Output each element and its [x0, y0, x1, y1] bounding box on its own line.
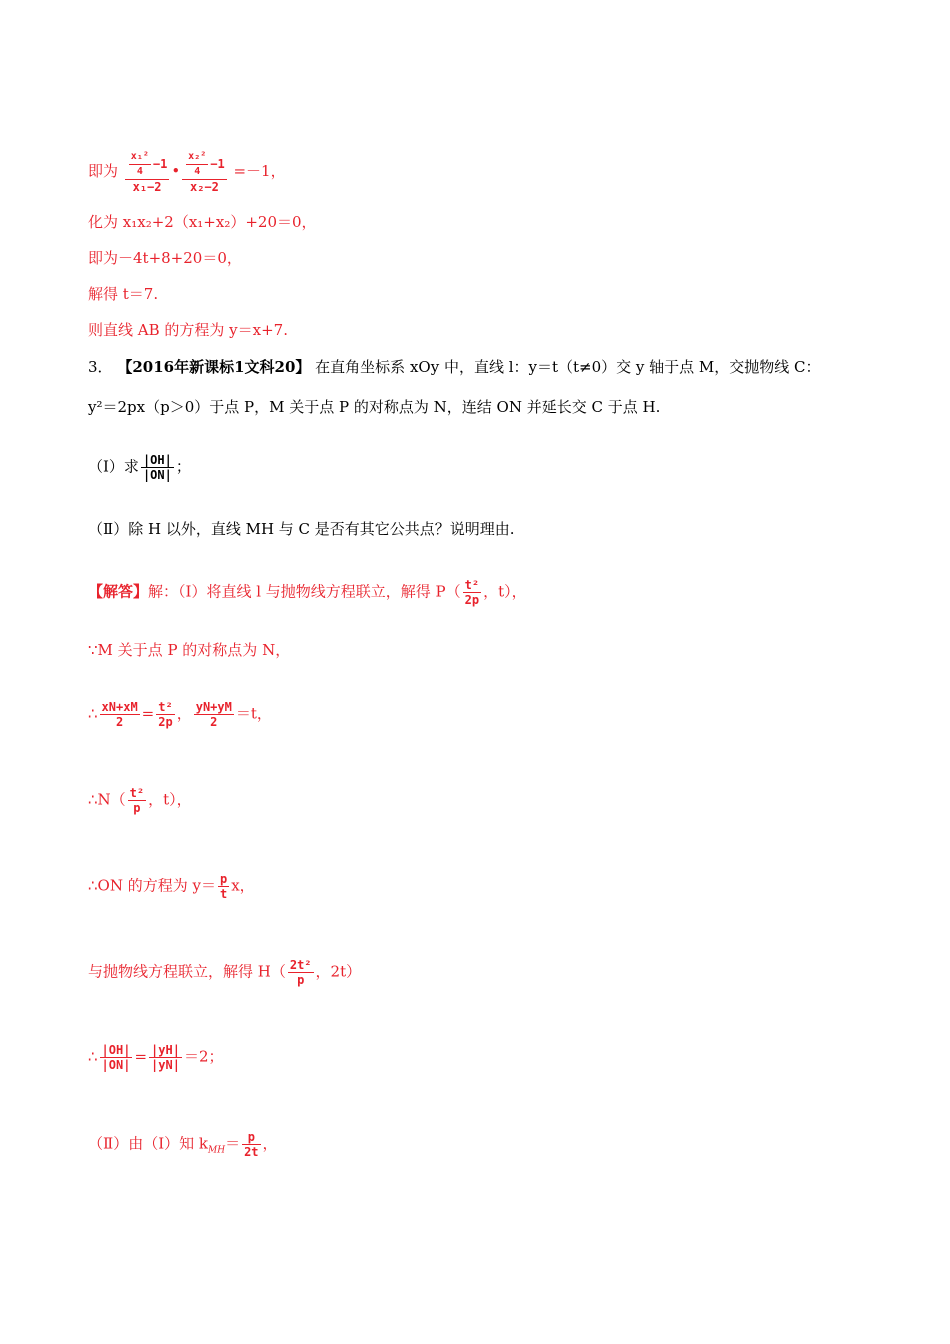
- text: ∴ON 的方程为 y＝: [88, 876, 216, 895]
- solution-line-5: 则直线 AB 的方程为 y＝x+7.: [88, 321, 288, 339]
- problem-part-2: （Ⅱ）除 H 以外，直线 MH 与 C 是否有其它公共点？说明理由.: [88, 520, 515, 538]
- fraction-1: $\frac{\text{x₁²}}{4}$ −1 x₁−2: [125, 150, 170, 194]
- solution-tag: 【解答】: [88, 582, 149, 601]
- solution-step-3: [88, 700, 272, 729]
- text: =: [141, 704, 155, 723]
- fraction: $\frac{\text{2t²}}{p}$: [289, 958, 312, 987]
- solution-line-3: 即为－4t+8+20＝0，: [88, 249, 242, 267]
- text: =－1，: [233, 162, 286, 180]
- text: ，: [262, 1134, 278, 1153]
- fraction: $\frac{\text{t²}}{2p}$: [158, 700, 173, 729]
- solution-step-2: ∵M 关于点 P 的对称点为 N，: [88, 641, 291, 659]
- fraction: $\frac{|OH|}{|ON|}$: [101, 1043, 131, 1072]
- solution-step-7: [88, 1043, 223, 1072]
- text: =: [134, 1047, 148, 1066]
- text: ＝t，: [235, 704, 272, 723]
- fraction: $\frac{yN+yM}{2}$: [195, 700, 232, 729]
- text: ，2t）: [315, 962, 362, 981]
- fraction: $\frac{\text{t²}}{2p}$: [464, 578, 480, 607]
- text: （Ⅰ）求: [88, 457, 139, 476]
- equation-line-1: 即为 $\frac{\text{x₁²}}{4}$ −1 x₁−2 • $\frac{\text{x₂²}}{4}$ −1 x₂−2 =－1，: [88, 151, 286, 194]
- text: ＝2；: [183, 1047, 224, 1066]
- solution-step-8: [88, 1130, 278, 1161]
- fraction: $\frac{p}{t}$: [219, 872, 228, 901]
- fraction: $\frac{|yH|}{|yN|}$: [151, 1043, 180, 1072]
- solution-step-4: [88, 786, 192, 815]
- problem-line-2: y²＝2px（p＞0）于点 P，M 关于点 P 的对称点为 N，连结 ON 并延长交 C 于点 H.: [88, 398, 661, 416]
- text: 解：（Ⅰ）将直线 l 与抛物线方程联立，解得 P（: [148, 582, 461, 601]
- text: x，: [231, 876, 255, 895]
- text: ∴N（: [88, 790, 126, 809]
- solution-line-4: 解得 t＝7.: [88, 285, 159, 303]
- fraction: $\frac{p}{2t}$: [244, 1130, 259, 1159]
- problem-line-1: [88, 357, 821, 377]
- problem-part-1: [88, 453, 191, 482]
- fraction: $\frac{xN+xM}{2}$: [101, 700, 138, 729]
- fraction-2: $\frac{\text{x₂²}}{4}$ −1 x₂−2: [182, 150, 227, 194]
- solution-step-1: [88, 578, 527, 607]
- fraction: $\frac{\text{t²}}{p}$: [129, 786, 145, 815]
- text: ∴: [88, 704, 98, 723]
- text: （Ⅱ）由（Ⅰ）知 k: [88, 1134, 208, 1153]
- text: 与抛物线方程联立，解得 H（: [88, 962, 286, 981]
- problem-number: 3．: [88, 358, 113, 376]
- solution-step-6: [88, 958, 361, 987]
- text: ＝: [225, 1134, 241, 1153]
- text: ，: [176, 704, 192, 723]
- problem-text: 在直角坐标系 xOy 中，直线 l：y＝t（t≠0）交 y 轴于点 M，交抛物线 C：: [315, 358, 821, 376]
- solution-step-5: [88, 872, 255, 901]
- text: ∴: [88, 1047, 98, 1066]
- text: ；: [175, 457, 191, 476]
- problem-source: 【2016年新课标1文科20】: [117, 358, 311, 376]
- solution-line-2: 化为 x₁x₂+2（x₁+x₂）+20＝0，: [88, 213, 317, 231]
- subscript: MH: [207, 1145, 226, 1156]
- text: 即为: [88, 162, 119, 180]
- fraction: $\frac{|OH|}{|ON|}$: [142, 453, 172, 482]
- text: ，t），: [483, 582, 527, 601]
- text: ，t），: [148, 790, 192, 809]
